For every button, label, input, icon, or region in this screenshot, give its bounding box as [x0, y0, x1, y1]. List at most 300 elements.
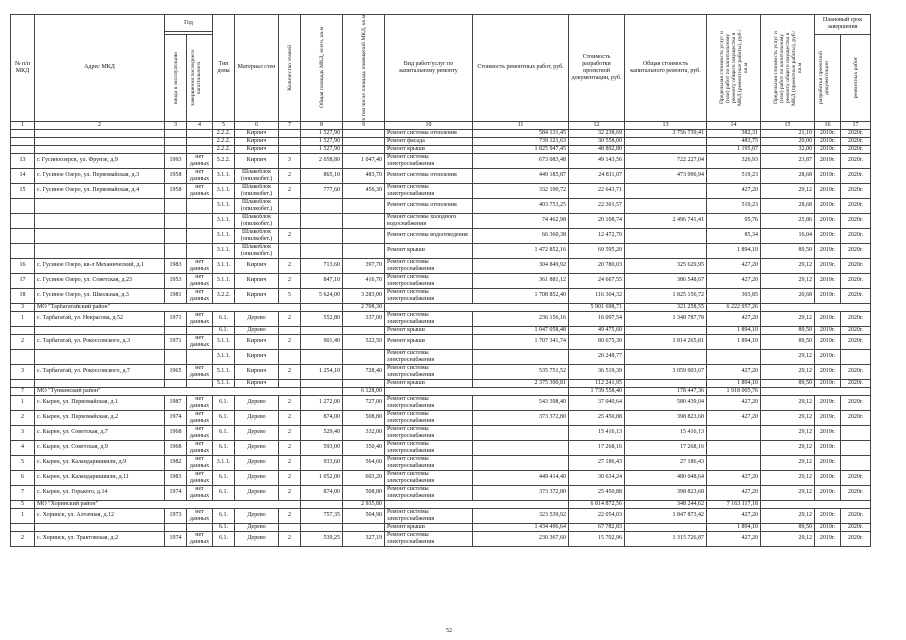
- district-total-row: [11, 387, 871, 395]
- table-row: [11, 168, 871, 183]
- commissioning-year-cell: [165, 326, 187, 334]
- limit-repair-cell: 95,76: [707, 213, 761, 228]
- table-row: [11, 137, 871, 145]
- header-label-floors: Количество этажей: [286, 44, 293, 91]
- limit-design-cell: 29,12: [761, 273, 815, 288]
- district-area-cell: 6 128,00: [343, 387, 385, 395]
- row-number-cell: [11, 349, 35, 364]
- design-cost-cell: 22 643,71: [569, 183, 625, 198]
- commissioning-year-cell: [165, 213, 187, 228]
- total-area-cell: 874,00: [301, 410, 343, 425]
- last-repair-cell: [187, 349, 213, 364]
- row-number-cell: 16: [11, 258, 35, 273]
- total-cost-cell: [625, 326, 707, 334]
- column-number-cell: 6: [235, 121, 279, 129]
- last-repair-cell: [187, 129, 213, 137]
- premises-area-cell: [343, 198, 385, 213]
- wall-material-cell: Дерево: [235, 485, 279, 500]
- plan-repair-cell: 2020г.: [841, 364, 871, 379]
- total-cost-cell: 15 416,13: [625, 425, 707, 440]
- row-number-cell: 14: [11, 168, 35, 183]
- floors-cell: 2: [279, 183, 301, 198]
- row-number-cell: [11, 198, 35, 213]
- total-cost-cell: [625, 183, 707, 198]
- plan-repair-cell: 2020г.: [841, 288, 871, 303]
- commissioning-year-cell: [165, 129, 187, 137]
- header-cell-commissioning-year: [165, 34, 187, 121]
- plan-repair-cell: 2020г.: [841, 334, 871, 349]
- premises-area-cell: [343, 145, 385, 153]
- plan-repair-cell: 2020г.: [841, 379, 871, 387]
- house-type-cell: 3.1.1.: [213, 183, 235, 198]
- wall-material-cell: Дерево: [235, 440, 279, 455]
- row-number-cell: 3: [11, 425, 35, 440]
- work-type-cell: Ремонт системы электроснабжения: [385, 364, 473, 379]
- last-repair-cell: нет данных: [187, 485, 213, 500]
- district-total-cost-cell: 1 918 005,76: [707, 387, 761, 395]
- limit-repair-cell: [707, 425, 761, 440]
- floors-cell: 2: [279, 410, 301, 425]
- table-row: [11, 395, 871, 410]
- plan-design-cell: 2019г.: [815, 273, 841, 288]
- row-number-cell: [11, 145, 35, 153]
- plan-repair-cell: 2020г.: [841, 258, 871, 273]
- last-repair-cell: нет данных: [187, 440, 213, 455]
- district-name-cell: МО "Тункинский район": [35, 387, 301, 395]
- plan-design-cell: 2019г.: [815, 153, 841, 168]
- house-type-cell: 6.1.: [213, 470, 235, 485]
- repair-cost-cell: 543 398,40: [473, 395, 569, 410]
- floors-cell: 2: [279, 508, 301, 523]
- work-type-cell: Ремонт системы электроснабжения: [385, 531, 473, 546]
- row-number-cell: 17: [11, 273, 35, 288]
- plan-design-cell: 2019г.: [815, 425, 841, 440]
- house-type-cell: 6.1.: [213, 531, 235, 546]
- design-cost-cell: 22 054,03: [569, 508, 625, 523]
- house-type-cell: 2.2.2.: [213, 137, 235, 145]
- header-cell-plan-repair: [841, 34, 871, 121]
- total-area-cell: 1 527,90: [301, 145, 343, 153]
- limit-design-cell: 29,12: [761, 508, 815, 523]
- header-cell-work-type: Вид работ/услуг по капитальному ремонту: [385, 15, 473, 122]
- wall-material-cell: Дерево: [235, 508, 279, 523]
- table-row: [11, 455, 871, 470]
- limit-design-cell: 29,12: [761, 440, 815, 455]
- house-type-cell: 3.1.1.: [213, 213, 235, 228]
- work-type-cell: Ремонт системы электроснабжения: [385, 183, 473, 198]
- plan-repair-cell: 2020г.: [841, 183, 871, 198]
- repair-cost-cell: 66 360,38: [473, 228, 569, 243]
- header-label-limit-repair: Предельная стоимость услуг и (или) работ по капитальному ремонту общего имущества в МКД (ремонтные работы), руб./кв.м: [718, 29, 749, 107]
- commissioning-year-cell: 1974: [165, 485, 187, 500]
- header-label-total-area: Общая площадь МКД, всего, кв.м: [318, 27, 325, 109]
- district-total-row: [11, 303, 871, 311]
- work-type-cell: Ремонт системы электроснабжения: [385, 508, 473, 523]
- plan-design-cell: 2019г.: [815, 531, 841, 546]
- blank-cell: [385, 500, 569, 508]
- row-number-cell: 7: [11, 485, 35, 500]
- wall-material-cell: Кирпич: [235, 364, 279, 379]
- limit-design-cell: 89,50: [761, 334, 815, 349]
- wall-material-cell: Кирпич: [235, 153, 279, 168]
- total-area-cell: 865,10: [301, 168, 343, 183]
- limit-repair-cell: [707, 455, 761, 470]
- repair-cost-cell: 449 414,40: [473, 470, 569, 485]
- last-repair-cell: [187, 137, 213, 145]
- premises-area-cell: 456,30: [343, 183, 385, 198]
- last-repair-cell: нет данных: [187, 531, 213, 546]
- limit-repair-cell: 1 894,10: [707, 379, 761, 387]
- row-number-cell: 2: [11, 334, 35, 349]
- address-cell: [35, 523, 165, 531]
- house-type-cell: 3.2.2.: [213, 288, 235, 303]
- total-cost-cell: 722 227,04: [625, 153, 707, 168]
- header-label-premises-area: в том числе площадь помещений МКД, кв.м: [360, 15, 367, 121]
- address-cell: с. Кырен, ул. Каландаришвили, д.11: [35, 470, 165, 485]
- blank-cell: [761, 303, 871, 311]
- address-cell: [35, 129, 165, 137]
- work-type-cell: Ремонт системы электроснабжения: [385, 153, 473, 168]
- limit-design-cell: 25,86: [761, 213, 815, 228]
- address-cell: с. Кырен, ул. Каландаришвили, д.9: [35, 455, 165, 470]
- plan-design-cell: 2019г.: [815, 523, 841, 531]
- premises-area-cell: 603,20: [343, 470, 385, 485]
- table-row: [11, 425, 871, 440]
- total-area-cell: 1 527,90: [301, 129, 343, 137]
- total-cost-cell: 1 847 873,42: [625, 508, 707, 523]
- repair-cost-cell: 361 881,12: [473, 273, 569, 288]
- house-type-cell: 6.1.: [213, 326, 235, 334]
- work-type-cell: Ремонт системы электроснабжения: [385, 395, 473, 410]
- design-cost-cell: 22 301,57: [569, 198, 625, 213]
- work-type-cell: Ремонт системы электроснабжения: [385, 311, 473, 326]
- address-cell: г. Гусиноозерск, ул. Фрунзе, д.9: [35, 153, 165, 168]
- address-cell: с. Тарбагатай, ул. Рокоссовского, д.7: [35, 364, 165, 379]
- column-number-cell: 5: [213, 121, 235, 129]
- last-repair-cell: нет данных: [187, 395, 213, 410]
- plan-design-cell: 2019г.: [815, 485, 841, 500]
- header-label-last-repair-year: завершения последнего капитального: [189, 49, 202, 106]
- header-cell-address: Адрес МКД: [35, 15, 165, 122]
- total-area-cell: 539,25: [301, 531, 343, 546]
- floors-cell: 2: [279, 485, 301, 500]
- last-repair-cell: нет данных: [187, 425, 213, 440]
- limit-design-cell: 20,68: [761, 288, 815, 303]
- table-row: [11, 379, 871, 387]
- column-number-cell: 1: [11, 121, 35, 129]
- row-number-cell: 18: [11, 288, 35, 303]
- total-area-cell: [301, 213, 343, 228]
- blank-cell: [301, 387, 343, 395]
- row-number-cell: 4: [11, 440, 35, 455]
- floors-cell: 5: [279, 288, 301, 303]
- house-type-cell: 3.1.1.: [213, 273, 235, 288]
- total-cost-cell: [625, 198, 707, 213]
- premises-area-cell: 332,00: [343, 425, 385, 440]
- plan-repair-cell: 2020г.: [841, 243, 871, 258]
- limit-repair-cell: [707, 440, 761, 455]
- column-number-cell: 7: [279, 121, 301, 129]
- row-number-cell: [11, 137, 35, 145]
- repair-cost-cell: 1 472 852,16: [473, 243, 569, 258]
- repair-cost-cell: 236 156,16: [473, 311, 569, 326]
- premises-area-cell: 522,50: [343, 334, 385, 349]
- premises-area-cell: 350,40: [343, 440, 385, 455]
- limit-design-cell: 28,68: [761, 198, 815, 213]
- table-row: [11, 129, 871, 137]
- total-area-cell: 777,60: [301, 183, 343, 198]
- design-cost-cell: 24 667,55: [569, 273, 625, 288]
- row-number-cell: 1: [11, 311, 35, 326]
- table-row: [11, 531, 871, 546]
- repair-cost-cell: 304 849,92: [473, 258, 569, 273]
- last-repair-cell: [187, 228, 213, 243]
- row-number-cell: [11, 129, 35, 137]
- repair-cost-cell: [473, 425, 569, 440]
- repair-cost-cell: 449 185,87: [473, 168, 569, 183]
- work-type-cell: Ремонт системы электроснабжения: [385, 258, 473, 273]
- work-type-cell: Ремонт системы водоотведения: [385, 228, 473, 243]
- limit-repair-cell: 326,93: [707, 153, 761, 168]
- limit-design-cell: 29,12: [761, 258, 815, 273]
- plan-design-cell: 2019г.: [815, 243, 841, 258]
- total-cost-cell: 2 496 741,41: [625, 213, 707, 228]
- premises-area-cell: 327,19: [343, 531, 385, 546]
- table-row: [11, 198, 871, 213]
- column-number-cell: 4: [187, 121, 213, 129]
- row-number-cell: 2: [11, 410, 35, 425]
- floors-cell: [279, 198, 301, 213]
- last-repair-cell: нет данных: [187, 334, 213, 349]
- total-cost-cell: 3 756 739,41: [625, 129, 707, 137]
- design-cost-cell: 15 416,13: [569, 425, 625, 440]
- plan-design-cell: 2019г.: [815, 349, 841, 364]
- plan-repair-cell: 2020г.: [841, 395, 871, 410]
- wall-material-cell: Кирпич: [235, 273, 279, 288]
- plan-repair-cell: 2020г.: [841, 129, 871, 137]
- column-number-cell: 11: [473, 121, 569, 129]
- premises-area-cell: 1 047,40: [343, 153, 385, 168]
- work-type-cell: Ремонт системы электроснабжения: [385, 470, 473, 485]
- column-number-cell: 14: [707, 121, 761, 129]
- floors-cell: 2: [279, 311, 301, 326]
- commissioning-year-cell: [165, 379, 187, 387]
- commissioning-year-cell: [165, 349, 187, 364]
- plan-repair-cell: [841, 440, 871, 455]
- plan-repair-cell: 2020г.: [841, 311, 871, 326]
- total-cost-cell: 1 825 156,72: [625, 288, 707, 303]
- plan-repair-cell: 2020г.: [841, 213, 871, 228]
- repair-cost-cell: 584 131,45: [473, 129, 569, 137]
- row-number-cell: 6: [11, 470, 35, 485]
- plan-repair-cell: 2020г.: [841, 168, 871, 183]
- table-row: [11, 288, 871, 303]
- floors-cell: [279, 523, 301, 531]
- commissioning-year-cell: 1981: [165, 288, 187, 303]
- header-label-plan-repair: ремонтных работ: [852, 57, 859, 99]
- table-body: [11, 129, 871, 546]
- commissioning-year-cell: 1982: [165, 455, 187, 470]
- repair-cost-cell: 403 753,25: [473, 198, 569, 213]
- address-cell: с. Гусиное Озеро, ул. Первомайская, д.4: [35, 183, 165, 198]
- row-number-cell: [11, 228, 35, 243]
- table-row: [11, 145, 871, 153]
- floors-cell: 2: [279, 273, 301, 288]
- limit-repair-cell: 303,85: [707, 288, 761, 303]
- total-area-cell: [301, 379, 343, 387]
- wall-material-cell: Дерево: [235, 395, 279, 410]
- premises-area-cell: [343, 326, 385, 334]
- wall-material-cell: Дерево: [235, 410, 279, 425]
- limit-design-cell: 29,12: [761, 455, 815, 470]
- house-type-cell: 6.1.: [213, 523, 235, 531]
- total-area-cell: 552,80: [301, 311, 343, 326]
- premises-area-cell: [343, 349, 385, 364]
- table-row: [11, 364, 871, 379]
- plan-design-cell: 2019г.: [815, 508, 841, 523]
- repair-cost-cell: 1 825 947,45: [473, 145, 569, 153]
- total-area-cell: 1 527,90: [301, 137, 343, 145]
- limit-design-cell: 29,12: [761, 311, 815, 326]
- floors-cell: 2: [279, 258, 301, 273]
- plan-design-cell: 2019г.: [815, 145, 841, 153]
- repair-cost-cell: 535 751,52: [473, 364, 569, 379]
- total-area-cell: 5 624,00: [301, 288, 343, 303]
- last-repair-cell: [187, 213, 213, 228]
- last-repair-cell: нет данных: [187, 168, 213, 183]
- design-cost-cell: 17 268,16: [569, 440, 625, 455]
- total-area-cell: 1 272,00: [301, 395, 343, 410]
- wall-material-cell: Кирпич: [235, 129, 279, 137]
- limit-repair-cell: 1 894,10: [707, 243, 761, 258]
- address-cell: с. Гусиное Озеро, ул. Первомайская, д.3: [35, 168, 165, 183]
- design-cost-cell: 67 782,83: [569, 523, 625, 531]
- house-type-cell: 5.1.1.: [213, 364, 235, 379]
- plan-design-cell: 2019г.: [815, 129, 841, 137]
- house-type-cell: 3.1.1.: [213, 349, 235, 364]
- floors-cell: 2: [279, 531, 301, 546]
- total-cost-cell: 1 814 265,81: [625, 334, 707, 349]
- total-area-cell: 1 052,00: [301, 470, 343, 485]
- row-number-cell: 15: [11, 183, 35, 198]
- work-type-cell: Ремонт системы холодного водоснабжения: [385, 213, 473, 228]
- limit-repair-cell: 427,20: [707, 364, 761, 379]
- header-cell-plan-design: [815, 34, 841, 121]
- total-cost-cell: [625, 145, 707, 153]
- total-cost-cell: 580 439,04: [625, 395, 707, 410]
- floors-cell: 3: [279, 153, 301, 168]
- design-cost-cell: 49 475,60: [569, 326, 625, 334]
- address-cell: [35, 379, 165, 387]
- repair-cost-cell: 1 047 058,48: [473, 326, 569, 334]
- design-cost-cell: 37 040,64: [569, 395, 625, 410]
- total-area-cell: 529,40: [301, 425, 343, 440]
- total-cost-cell: 480 048,64: [625, 470, 707, 485]
- plan-design-cell: 2019г.: [815, 137, 841, 145]
- table-row: [11, 523, 871, 531]
- total-cost-cell: 3 059 903,67: [625, 364, 707, 379]
- limit-design-cell: 29,12: [761, 425, 815, 440]
- repair-cost-cell: [473, 440, 569, 455]
- column-number-cell: 10: [385, 121, 473, 129]
- plan-design-cell: 2019г.: [815, 213, 841, 228]
- plan-repair-cell: 2020г.: [841, 228, 871, 243]
- house-type-cell: 6.1.: [213, 485, 235, 500]
- premises-area-cell: [343, 228, 385, 243]
- wall-material-cell: Дерево: [235, 531, 279, 546]
- commissioning-year-cell: 1968: [165, 440, 187, 455]
- district-total-cost-cell: 7 163 117,18: [707, 500, 761, 508]
- commissioning-year-cell: [165, 523, 187, 531]
- address-cell: с. Тарбагатай, ул. Рокоссовского, д.3: [35, 334, 165, 349]
- total-area-cell: 933,60: [301, 455, 343, 470]
- limit-repair-cell: 427,20: [707, 508, 761, 523]
- district-number-cell: 7: [11, 387, 35, 395]
- table-row: [11, 440, 871, 455]
- total-cost-cell: 1 348 787,78: [625, 311, 707, 326]
- premises-area-cell: 483,70: [343, 168, 385, 183]
- row-number-cell: 1: [11, 508, 35, 523]
- floors-cell: [279, 213, 301, 228]
- design-cost-cell: 15 702,96: [569, 531, 625, 546]
- premises-area-cell: 397,70: [343, 258, 385, 273]
- house-type-cell: 6.1.: [213, 410, 235, 425]
- header-cell-repair-cost: Стоимость ремонтных работ, руб.: [473, 15, 569, 122]
- premises-area-cell: [343, 137, 385, 145]
- limit-design-cell: 29,12: [761, 531, 815, 546]
- table-row: [11, 470, 871, 485]
- commissioning-year-cell: 1973: [165, 508, 187, 523]
- design-cost-cell: 116 304,32: [569, 288, 625, 303]
- limit-repair-cell: 427,20: [707, 311, 761, 326]
- floors-cell: [279, 137, 301, 145]
- row-number-cell: [11, 213, 35, 228]
- blank-cell: [385, 387, 569, 395]
- commissioning-year-cell: 1971: [165, 334, 187, 349]
- address-cell: с. Кырен, ул. Первомайская, д.2: [35, 410, 165, 425]
- work-type-cell: Ремонт крыши: [385, 243, 473, 258]
- limit-design-cell: 16,04: [761, 228, 815, 243]
- total-cost-cell: 1 315 726,87: [625, 531, 707, 546]
- total-area-cell: [301, 243, 343, 258]
- design-cost-cell: 27 186,43: [569, 455, 625, 470]
- limit-design-cell: 20,00: [761, 137, 815, 145]
- premises-area-cell: 728,40: [343, 364, 385, 379]
- limit-design-cell: 89,50: [761, 326, 815, 334]
- table-row: [11, 311, 871, 326]
- plan-repair-cell: [841, 455, 871, 470]
- premises-area-cell: 3 283,00: [343, 288, 385, 303]
- work-type-cell: Ремонт системы электроснабжения: [385, 273, 473, 288]
- row-number-cell: 13: [11, 153, 35, 168]
- total-cost-cell: [625, 243, 707, 258]
- floors-cell: 2: [279, 334, 301, 349]
- limit-design-cell: 21,10: [761, 129, 815, 137]
- house-type-cell: 6.1.: [213, 440, 235, 455]
- row-number-cell: 2: [11, 531, 35, 546]
- column-number-cell: 2: [35, 121, 165, 129]
- blank-cell: [301, 500, 343, 508]
- plan-repair-cell: 2020г.: [841, 153, 871, 168]
- district-repair-cost-cell: 5 901 698,71: [569, 303, 625, 311]
- premises-area-cell: 508,80: [343, 410, 385, 425]
- commissioning-year-cell: 1953: [165, 273, 187, 288]
- last-repair-cell: [187, 326, 213, 334]
- total-cost-cell: 398 823,68: [625, 485, 707, 500]
- plan-repair-cell: 2020г.: [841, 410, 871, 425]
- commissioning-year-cell: 1983: [165, 470, 187, 485]
- blank-cell: [761, 500, 871, 508]
